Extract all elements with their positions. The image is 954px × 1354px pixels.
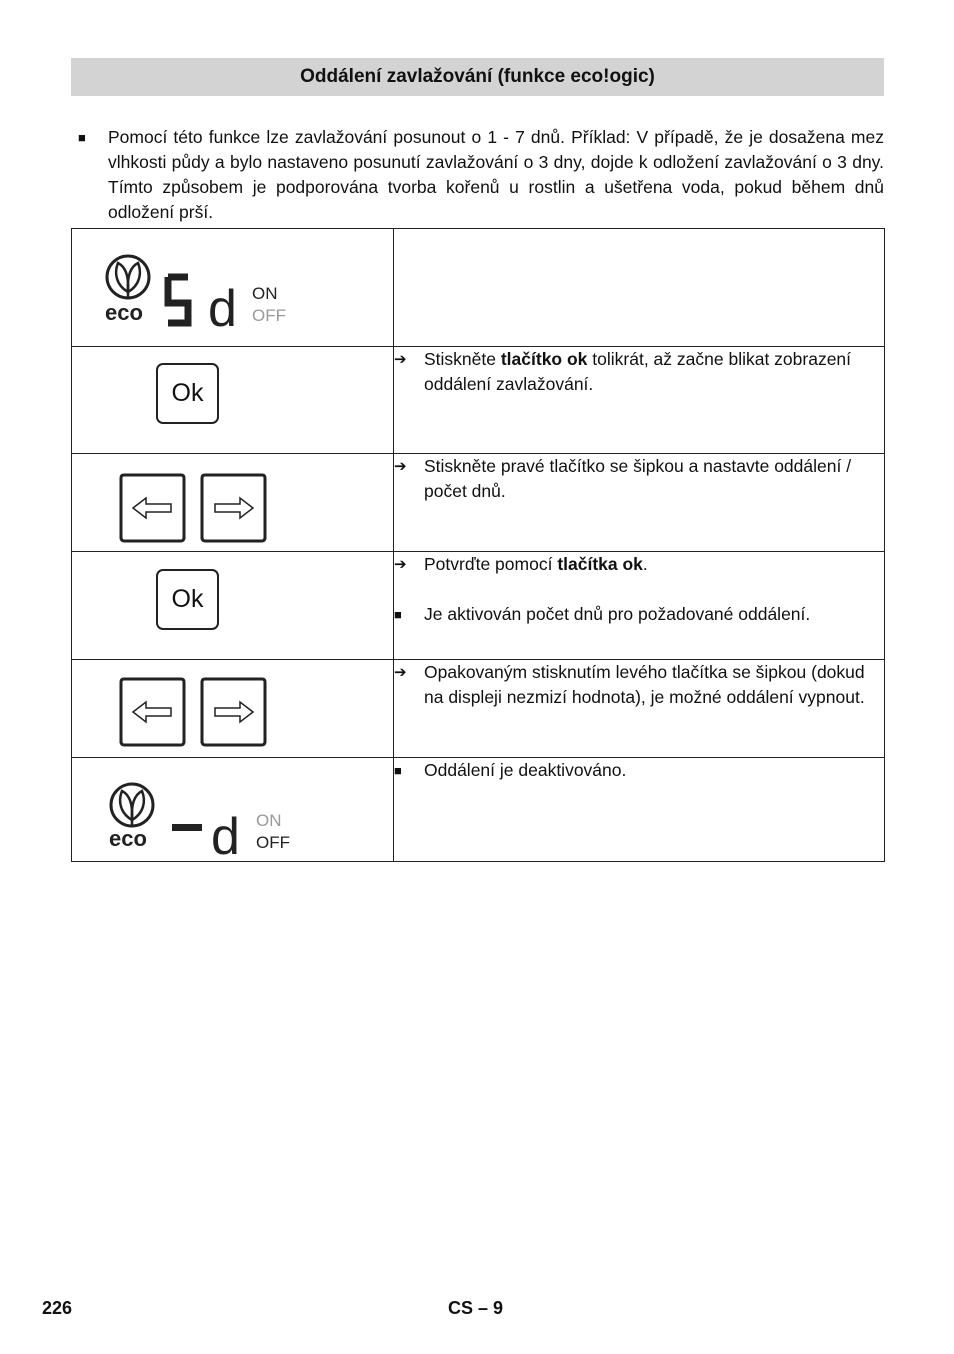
- instruction-text: Stiskněte tlačítko ok tolikrát, až začne blikat zobrazení oddálení zavlažování.: [424, 349, 852, 394]
- eco-display-icon: [106, 780, 306, 860]
- leaf-icon: [107, 256, 149, 298]
- arrow-bullet-icon: ➔: [394, 664, 407, 681]
- step-row-display-on: [72, 229, 885, 347]
- steps-table: [71, 228, 885, 862]
- instruction-text: Potvrďte pomocí tlačítka ok.: [424, 554, 648, 574]
- result-text: Oddálení je deaktivováno.: [424, 760, 627, 780]
- ok-button[interactable]: Ok: [156, 569, 219, 630]
- empty-text-cell: [394, 229, 885, 347]
- right-arrow-button[interactable]: [202, 475, 265, 541]
- ok-button[interactable]: Ok: [156, 363, 219, 424]
- intro-text: Pomocí této funkce lze zavlažování posunout o 1 - 7 dnů. Příklad: V případě, že je dosažena mez vlhkosti půdy a bylo nastaveno posunutí zavlažování o 3 dny, dojde k odložení zavlažování o 3 dny. Tímto způsobem je podporována tvorba kořenů u rostlin a ušetřena voda, pokud během dnů odložení prší.: [108, 127, 884, 222]
- result-text: Je aktivován počet dnů pro požadované oddálení.: [424, 604, 811, 624]
- step-row-display-off: [72, 758, 885, 862]
- off-label: OFF: [252, 306, 286, 325]
- arrow-bullet-icon: ➔: [394, 458, 407, 475]
- leaf-icon: [111, 784, 153, 826]
- left-arrow-icon: [133, 498, 171, 518]
- display-cell: [72, 229, 394, 347]
- off-label: OFF: [256, 833, 290, 852]
- intro-paragraph: [78, 125, 884, 225]
- eco-label: eco: [109, 826, 147, 851]
- instruction-text: Opakovaným stisknutím levého tlačítka se šipkou (dokud na displeji nezmizí hodnota), je možné oddálení vypnout.: [424, 662, 865, 707]
- instruction-cell: [394, 454, 885, 552]
- page-number: 226: [42, 1298, 73, 1318]
- left-arrow-button[interactable]: [121, 475, 184, 541]
- instruction-text: Stiskněte pravé tlačítko se šipkou a nastavte oddálení / počet dnů.: [424, 456, 852, 501]
- right-arrow-icon: [215, 498, 253, 518]
- instruction-cell: [394, 347, 885, 454]
- ok-cell: [72, 552, 394, 660]
- arrow-buttons: [119, 677, 271, 749]
- right-arrow-icon: [215, 702, 253, 722]
- on-label: ON: [256, 811, 282, 830]
- left-arrow-button[interactable]: [121, 679, 184, 745]
- eco-label: eco: [105, 300, 143, 325]
- left-arrow-icon: [133, 702, 171, 722]
- step-row-arrows-1: [72, 454, 885, 552]
- ok-cell: [72, 347, 394, 454]
- arrow-buttons: [119, 473, 271, 545]
- section-label: CS – 9: [448, 1298, 504, 1318]
- arrows-cell: [72, 454, 394, 552]
- eco-display-icon: [102, 251, 302, 333]
- unit-d: d: [211, 808, 240, 860]
- square-bullet-icon: ■: [394, 607, 402, 622]
- instruction-cell: [394, 552, 885, 660]
- right-arrow-button[interactable]: [202, 679, 265, 745]
- display-cell: [72, 758, 394, 862]
- dash-segment: [172, 824, 202, 831]
- step-row-arrows-2: [72, 660, 885, 758]
- square-bullet-icon: ■: [394, 763, 402, 778]
- step-row-ok-2: [72, 552, 885, 660]
- section-heading: Oddálení zavlažování (funkce eco!ogic): [71, 58, 884, 96]
- step-row-ok-1: [72, 347, 885, 454]
- arrow-bullet-icon: ➔: [394, 351, 407, 368]
- segment-digit-5: [168, 277, 188, 323]
- instruction-cell: [394, 758, 885, 862]
- arrows-cell: [72, 660, 394, 758]
- instruction-cell: [394, 660, 885, 758]
- on-label: ON: [252, 284, 278, 303]
- arrow-bullet-icon: ➔: [394, 556, 407, 573]
- square-bullet-icon: ■: [78, 130, 86, 145]
- unit-d: d: [208, 280, 237, 333]
